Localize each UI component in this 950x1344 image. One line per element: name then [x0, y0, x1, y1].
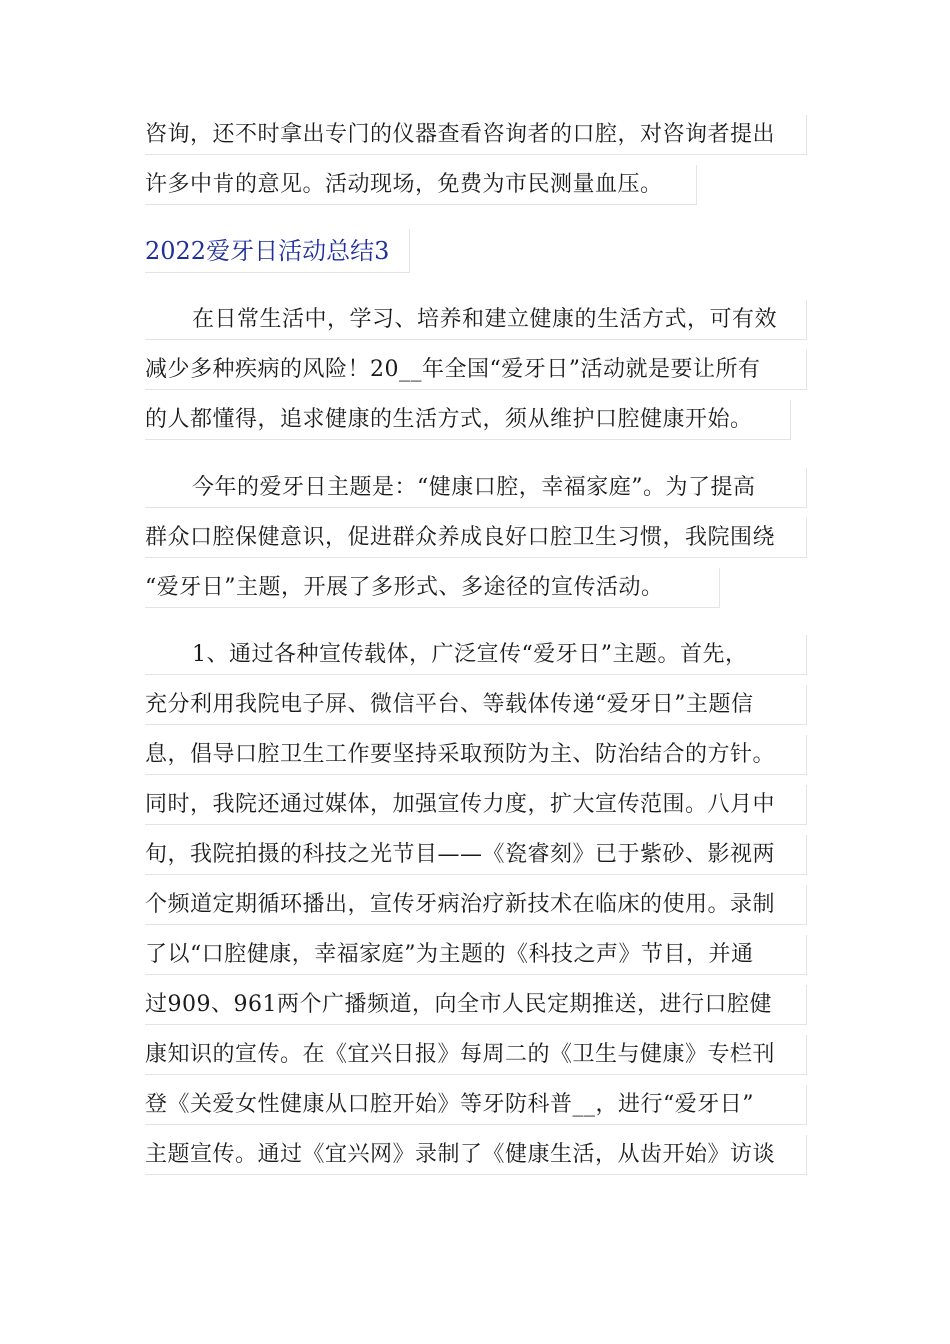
text-line: 旬，我院拍摄的科技之光节目——《瓷睿刻》已于紫砂、影视两: [145, 835, 807, 875]
text-line: 在日常生活中，学习、培养和建立健康的生活方式，可有效: [145, 300, 807, 340]
text-line: 充分利用我院电子屏、微信平台、等载体传递“爱牙日”主题信: [145, 685, 807, 725]
text-line: 许多中肯的意见。活动现场，免费为市民测量血压。: [145, 165, 697, 205]
text-line: 1、通过各种宣传载体，广泛宣传“爱牙日”主题。首先，: [145, 635, 807, 675]
text-line: 过909、961两个广播频道，向全市人民定期推送，进行口腔健: [145, 985, 807, 1025]
text-line: 咨询，还不时拿出专门的仪器查看咨询者的口腔，对咨询者提出: [145, 115, 807, 155]
text-line: 今年的爱牙日主题是：“健康口腔，幸福家庭”。为了提高: [145, 468, 807, 508]
text-line: 减少多种疾病的风险！20__年全国“爱牙日”活动就是要让所有: [145, 350, 807, 390]
text-line: 息，倡导口腔卫生工作要坚持采取预防为主、防治结合的方针。: [145, 735, 807, 775]
text-line: 登《关爱女性健康从口腔开始》等牙防科普__，进行“爱牙日”: [145, 1085, 807, 1125]
text-line: 主题宣传。通过《宜兴网》录制了《健康生活，从齿开始》访谈: [145, 1135, 807, 1175]
text-line: 同时，我院还通过媒体，加强宣传力度，扩大宣传范围。八月中: [145, 785, 807, 825]
text-line: 的人都懂得，追求健康的生活方式，须从维护口腔健康开始。: [145, 400, 791, 440]
text-line: 了以“口腔健康，幸福家庭”为主题的《科技之声》节目，并通: [145, 935, 807, 975]
text-line: 群众口腔保健意识，促进群众养成良好口腔卫生习惯，我院围绕: [145, 518, 807, 558]
text-line: 个频道定期循环播出，宣传牙病治疗新技术在临床的使用。录制: [145, 885, 807, 925]
section-heading: 2022爱牙日活动总结3: [145, 229, 410, 273]
text-line: “爱牙日”主题，开展了多形式、多途径的宣传活动。: [145, 568, 720, 608]
text-line: 康知识的宣传。在《宜兴日报》每周二的《卫生与健康》专栏刊: [145, 1035, 807, 1075]
